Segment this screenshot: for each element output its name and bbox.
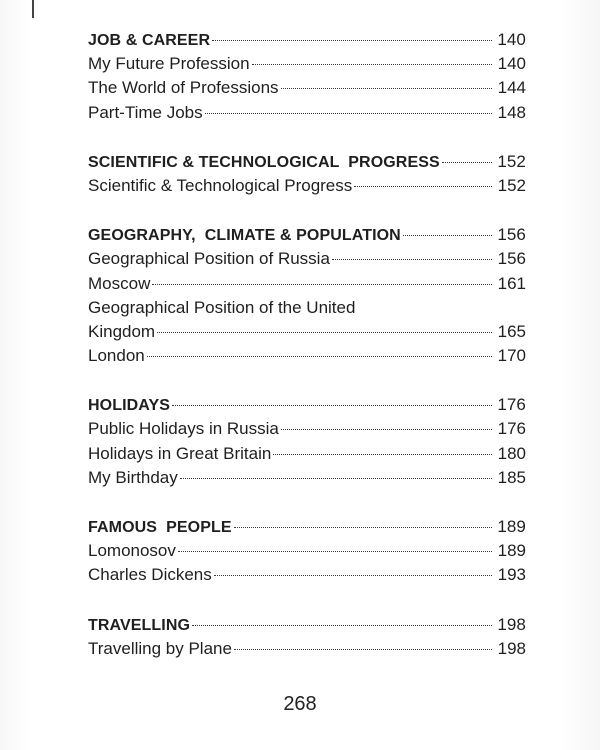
dot-leader xyxy=(281,417,492,430)
dot-leader xyxy=(442,150,492,163)
toc-entry[interactable] xyxy=(88,466,526,490)
toc-heading[interactable] xyxy=(88,28,526,52)
toc-page-number: 156 xyxy=(497,225,526,245)
dot-leader xyxy=(234,637,492,650)
toc-entry[interactable] xyxy=(88,442,526,466)
dot-leader xyxy=(273,442,492,455)
toc-entry[interactable] xyxy=(88,563,526,587)
toc-entry[interactable] xyxy=(88,539,526,563)
dot-leader xyxy=(180,466,492,479)
toc-heading-label: HOLIDAYS xyxy=(88,397,171,415)
toc-heading[interactable] xyxy=(88,393,526,417)
toc-entry-label: Moscow xyxy=(88,273,151,293)
toc-section-geography xyxy=(88,223,526,368)
dot-leader xyxy=(332,247,492,260)
page-edge-mark xyxy=(32,0,34,18)
toc-entry-label: Charles Dickens xyxy=(88,565,212,585)
toc-entry-label: Lomonosov xyxy=(88,541,176,561)
dot-leader xyxy=(157,320,492,333)
toc-page-number: 165 xyxy=(497,321,526,341)
toc-entry[interactable] xyxy=(88,247,526,271)
toc-entry[interactable] xyxy=(88,417,526,441)
toc-heading[interactable] xyxy=(88,613,526,637)
dot-leader xyxy=(192,613,492,626)
toc-section-travelling xyxy=(88,613,526,661)
dot-leader xyxy=(354,174,492,187)
toc-page-number: 170 xyxy=(497,346,526,366)
toc-heading[interactable] xyxy=(88,150,526,174)
dot-leader xyxy=(252,52,492,65)
toc-page-number: 140 xyxy=(497,30,526,49)
dot-leader xyxy=(147,344,492,357)
toc-entry[interactable] xyxy=(88,76,526,100)
toc-entry[interactable] xyxy=(88,101,526,125)
toc-entry-first-line[interactable] xyxy=(88,296,526,320)
toc-heading-label: JOB & CAREER xyxy=(88,32,211,49)
toc-entry-label: Public Holidays in Russia xyxy=(88,419,279,439)
dot-leader xyxy=(403,223,492,236)
toc-heading-label: TRAVELLING xyxy=(88,616,191,634)
toc-page-number: 198 xyxy=(497,614,526,634)
toc-entry-label: Holidays in Great Britain xyxy=(88,443,272,463)
dot-leader xyxy=(172,393,492,406)
toc-page-number: 140 xyxy=(497,54,526,74)
toc-entry-label: Scientific & Technological Progress xyxy=(88,175,353,195)
toc-section-job-career xyxy=(88,28,526,125)
toc-page-number: 144 xyxy=(497,78,526,98)
toc-page-number: 161 xyxy=(497,273,526,293)
toc-entry-label-continued: Kingdom xyxy=(88,321,156,341)
dot-leader xyxy=(178,539,492,552)
dot-leader xyxy=(205,101,492,114)
dot-leader xyxy=(281,76,492,89)
toc-entry-label: Travelling by Plane xyxy=(88,638,232,658)
toc-section-famous-people xyxy=(88,515,526,588)
toc-page-number: 176 xyxy=(497,419,526,439)
toc-page-number: 189 xyxy=(497,517,526,536)
page-number: 268 xyxy=(283,693,317,715)
toc-section-scientific-progress xyxy=(88,150,526,198)
toc-entry-label: London xyxy=(88,346,145,366)
toc-page-number: 185 xyxy=(497,467,526,487)
toc-page-number: 148 xyxy=(497,102,526,122)
toc-entry-label: Part-Time Jobs xyxy=(88,102,203,122)
toc-page-number: 198 xyxy=(497,638,526,658)
toc-page-number: 156 xyxy=(497,249,526,269)
toc-entry[interactable] xyxy=(88,344,526,368)
toc-page-number: 189 xyxy=(497,541,526,561)
toc-heading[interactable] xyxy=(88,515,526,539)
dot-leader xyxy=(212,28,492,41)
toc-entry-label: My Future Profession xyxy=(88,54,250,74)
toc-page-number: 152 xyxy=(497,151,526,171)
dot-leader xyxy=(152,272,492,285)
toc-entry-label: My Birthday xyxy=(88,467,178,487)
dot-leader xyxy=(214,563,492,576)
toc-entry[interactable] xyxy=(88,174,526,198)
toc-entry[interactable] xyxy=(88,52,526,76)
toc-entry-continuation[interactable] xyxy=(88,320,526,344)
toc-page-number: 180 xyxy=(497,443,526,463)
toc-heading-label: SCIENTIFIC & TECHNOLOGICAL PROGRESS xyxy=(88,153,440,171)
toc-heading-label: GEOGRAPHY, CLIMATE & POPULATION xyxy=(88,227,401,245)
toc-heading-label: FAMOUS PEOPLE xyxy=(88,519,232,536)
toc-entry-label: The World of Professions xyxy=(88,78,279,98)
toc-section-holidays xyxy=(88,393,526,490)
toc-page-number: 176 xyxy=(497,395,526,415)
toc-heading[interactable] xyxy=(88,223,526,247)
toc-entry-label: Geographical Position of the United xyxy=(88,297,356,317)
toc-entry[interactable] xyxy=(88,637,526,661)
toc-page-number: 152 xyxy=(497,175,526,195)
toc-entry-label: Geographical Position of Russia xyxy=(88,249,330,269)
toc-entry[interactable] xyxy=(88,272,526,296)
toc-page-number: 193 xyxy=(497,565,526,585)
dot-leader xyxy=(234,515,492,528)
table-of-contents xyxy=(88,28,526,686)
